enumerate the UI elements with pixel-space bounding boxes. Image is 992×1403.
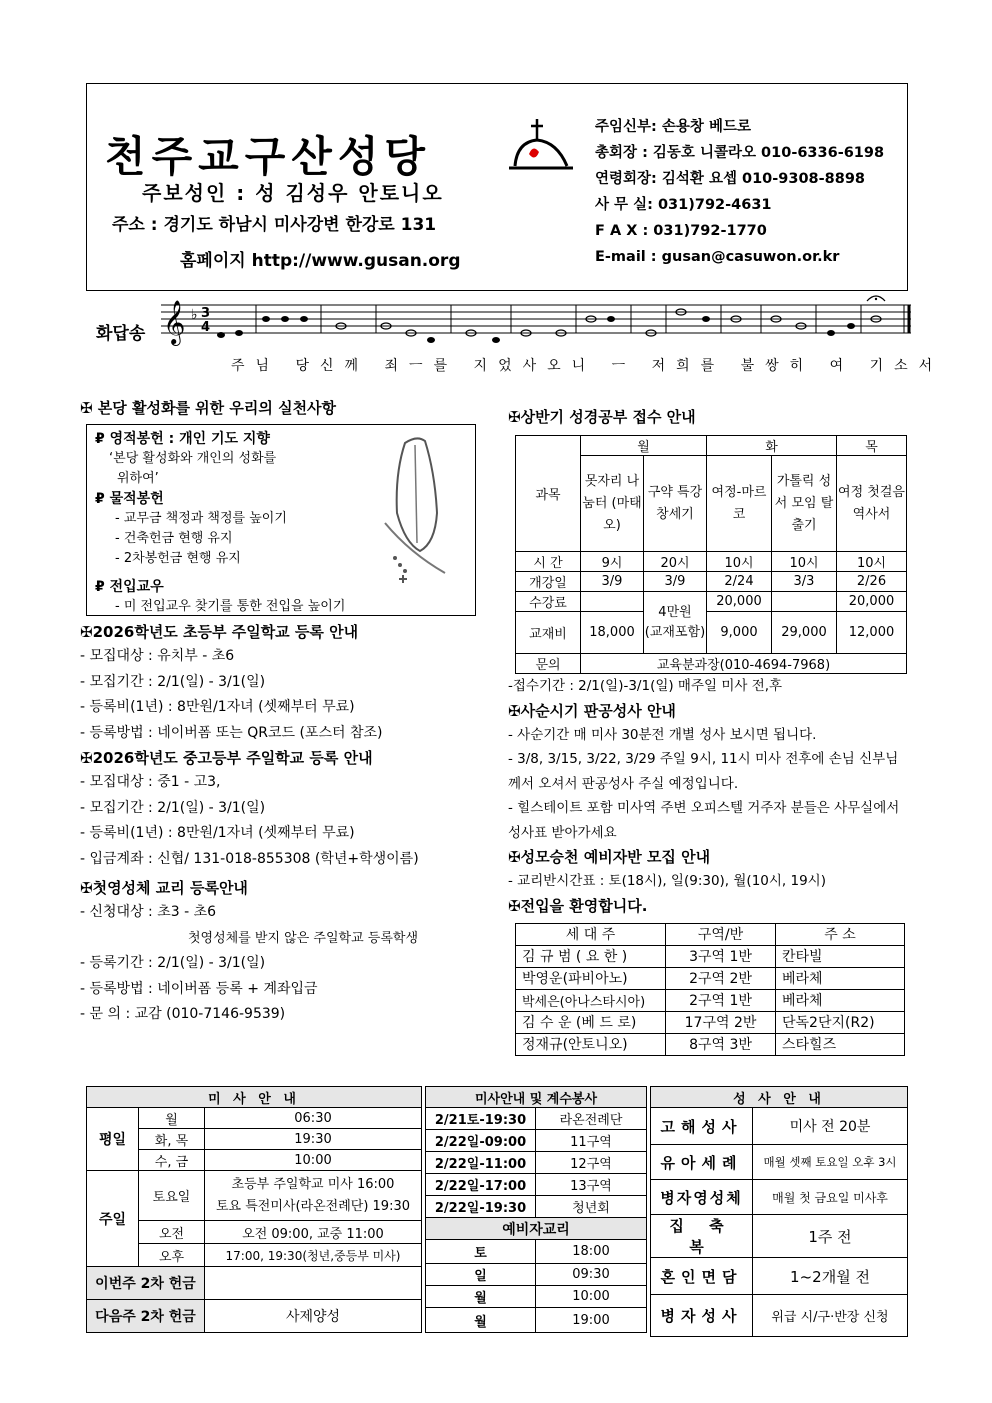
course-name: 가톨릭 성서 모임 탈출기 bbox=[772, 456, 837, 552]
practice-title-text: 본당 활성화를 위한 우리의 실천사항 bbox=[97, 399, 337, 417]
cell: 정재규(안토니오) bbox=[516, 1033, 666, 1055]
church-address: 주소 : 경기도 하남시 미사강변 한강로 131 bbox=[112, 215, 437, 235]
material-head: ₽ 물적봉헌 bbox=[95, 491, 164, 507]
afternoon-times: 17:00, 19:30(청년,중등부 미사) bbox=[205, 1244, 422, 1267]
afternoon-label: 오후 bbox=[139, 1244, 205, 1267]
service-group: 11구역 bbox=[536, 1130, 647, 1152]
catechism-day: 월 bbox=[426, 1308, 536, 1333]
cell: 베라체 bbox=[776, 967, 905, 989]
contact-office: 사 무 실: 031)792-4631 bbox=[595, 197, 772, 213]
contact-president: 총회장 : 김동호 니콜라오 010-6336-6198 bbox=[595, 145, 885, 161]
church-logo-icon bbox=[507, 114, 577, 174]
cell: 3/9 bbox=[644, 572, 707, 592]
bible-title: ✠상반기 성경공부 접수 안내 bbox=[508, 408, 696, 426]
contact-email[interactable]: E-mail : gusan@casuwon.or.kr bbox=[595, 249, 840, 265]
sacrament-name: 고해성사 bbox=[651, 1108, 753, 1145]
service-group: 라온전례단 bbox=[536, 1108, 647, 1130]
weekday-time: 06:30 bbox=[205, 1108, 422, 1129]
material-line-3: - 2차봉헌금 현행 유지 bbox=[115, 551, 241, 566]
contact-fax: F A X : 031)792-1770 bbox=[595, 223, 767, 239]
cell: 17구역 2반 bbox=[666, 1011, 776, 1033]
sacrament-name: 병자영성체 bbox=[651, 1180, 753, 1215]
cell: 박영운(파비아노) bbox=[516, 967, 666, 989]
cell: 3/3 bbox=[772, 572, 837, 592]
transfer-head-text: 전입교우 bbox=[109, 579, 164, 595]
sacrament-info: 1주 전 bbox=[753, 1215, 908, 1258]
bottom-section bbox=[86, 1086, 908, 1332]
catechism-time: 10:00 bbox=[536, 1286, 647, 1308]
saturday-label: 토요일 bbox=[139, 1171, 205, 1221]
row-label: 시 간 bbox=[516, 552, 581, 572]
subject-label: 과목 bbox=[516, 436, 581, 552]
service-date: 2/21토-19:30 bbox=[426, 1108, 536, 1130]
cell: 20시 bbox=[644, 552, 707, 572]
service-date: 2/22일-19:30 bbox=[426, 1196, 536, 1218]
church-title: 천주교구산성당 bbox=[105, 132, 432, 181]
service-group: 12구역 bbox=[536, 1152, 647, 1174]
catechism-time: 09:30 bbox=[536, 1264, 647, 1286]
elem-school-item: - 등록비(1년) : 8만원/1자녀 (셋째부터 무료) bbox=[80, 699, 355, 715]
sacrament-title: 성 사 안 내 bbox=[651, 1087, 908, 1108]
cell: 20,000 bbox=[837, 592, 907, 612]
header-cell: 세 대 주 bbox=[516, 923, 666, 945]
catechism-time: 18:00 bbox=[536, 1240, 647, 1264]
cell bbox=[581, 592, 644, 612]
lent-item: - 힐스테이트 포함 미사역 주변 오피스텔 거주자 분들은 사무실에서 성사표 받아가세요 bbox=[508, 800, 900, 841]
weekday-time: 10:00 bbox=[205, 1150, 422, 1171]
cell: 10시 bbox=[707, 552, 772, 572]
catechumen-title: ✠성모승천 예비자반 모집 안내 bbox=[508, 848, 711, 866]
service-date: 2/22일-17:00 bbox=[426, 1174, 536, 1196]
cell: 3구역 1반 bbox=[666, 945, 776, 967]
bible-row-contact bbox=[516, 654, 907, 674]
cell bbox=[772, 592, 837, 612]
lent-item: - 3/8, 3/15, 3/22, 3/29 주일 9시, 11시 미사 전후에 손님 신부님께서 오셔서 판공성사 주실 예정입니다. bbox=[508, 751, 899, 792]
second-collection-next: 사제양성 bbox=[205, 1300, 422, 1333]
weekday-time: 19:30 bbox=[205, 1129, 422, 1150]
psalm-response bbox=[86, 295, 944, 380]
elem-school-item: - 모집대상 : 유치부 - 초6 bbox=[80, 648, 235, 664]
catechism-time: 19:00 bbox=[536, 1308, 647, 1333]
material-line-1: - 교무금 책정과 책정를 높이기 bbox=[115, 511, 287, 526]
course-name: 구약 특강 창세기 bbox=[644, 456, 707, 552]
row-label: 수강료 bbox=[516, 592, 581, 612]
catechism-title: 예비자교리 bbox=[426, 1218, 647, 1240]
weekday-label: 평일 bbox=[87, 1108, 139, 1171]
table-row bbox=[516, 967, 905, 989]
bulletin-header bbox=[86, 83, 908, 291]
cell: 교육분과장(010-4694-7968) bbox=[581, 654, 907, 674]
cell: 박세은(아나스타시아) bbox=[516, 989, 666, 1011]
saturday-line: 초등부 주일학교 미사 16:00 bbox=[231, 1176, 395, 1192]
service-table bbox=[425, 1086, 647, 1333]
contact-list bbox=[595, 114, 884, 270]
bible-row-book bbox=[516, 612, 907, 654]
service-group: 13구역 bbox=[536, 1174, 647, 1196]
service-title: 미사안내 및 계수봉사 bbox=[426, 1087, 647, 1108]
cell: 12,000 bbox=[837, 612, 907, 654]
sacrament-name: 혼인면담 bbox=[651, 1258, 753, 1295]
table-row bbox=[516, 1033, 905, 1055]
practice-box bbox=[86, 424, 476, 616]
contact-funeral: 연령회장: 김석환 요셉 010-9308-8898 bbox=[595, 171, 866, 187]
right-column bbox=[508, 405, 908, 1056]
row-label: 교재비 bbox=[516, 612, 581, 654]
sacrament-name: 집 축 복 bbox=[651, 1215, 753, 1258]
sunday-label: 주일 bbox=[87, 1171, 139, 1267]
service-group: 청년회 bbox=[536, 1196, 647, 1218]
course-name: 못자리 나눔터 (마태오) bbox=[581, 456, 644, 552]
second-collection-this-label: 이번주 2차 헌금 bbox=[87, 1267, 205, 1300]
sacrament-name: 병자성사 bbox=[651, 1295, 753, 1337]
mid-school-item: - 모집기간 : 2/1(일) - 3/1(일) bbox=[80, 799, 266, 816]
cell: 10시 bbox=[837, 552, 907, 572]
table-row bbox=[516, 989, 905, 1011]
bible-row-start bbox=[516, 572, 907, 592]
mid-school-title-text: 2026학년도 중고등부 주일학교 등록 안내 bbox=[92, 749, 373, 767]
psalm-lyrics: 주님 당신께 죄ㅡ를 지었사오니 ㅡ 저희를 불쌍히 여 기소서 bbox=[231, 358, 944, 374]
music-staff bbox=[161, 295, 916, 355]
header-cell: 주 소 bbox=[776, 923, 905, 945]
members-header bbox=[516, 923, 905, 945]
fee-mid-cell bbox=[644, 592, 707, 654]
mass-table bbox=[86, 1086, 422, 1333]
row-label: 문의 bbox=[516, 654, 581, 674]
cell: 20,000 bbox=[707, 592, 772, 612]
svg-text:♭: ♭ bbox=[191, 307, 198, 323]
elem-school-item: - 모집기간 : 2/1(일) - 3/1(일) bbox=[80, 673, 266, 690]
communion-item: - 등록기간 : 2/1(일) - 3/1(일) bbox=[80, 955, 266, 971]
cell: 스타힐즈 bbox=[776, 1033, 905, 1055]
cell: 18,000 bbox=[581, 612, 644, 654]
service-date: 2/22일-09:00 bbox=[426, 1130, 536, 1152]
cell: 김 규 범 ( 요 한 ) bbox=[516, 945, 666, 967]
service-date: 2/22일-11:00 bbox=[426, 1152, 536, 1174]
material-line-2: - 건축헌금 현행 유지 bbox=[115, 531, 233, 546]
catechism-day: 월 bbox=[426, 1286, 536, 1308]
weekday-day: 화, 목 bbox=[139, 1129, 205, 1150]
welcome-title: ✠전입을 환영합니다. bbox=[508, 896, 648, 915]
morning-label: 오전 bbox=[139, 1221, 205, 1244]
bible-row-fee bbox=[516, 592, 907, 612]
course-name: 여정 첫걸음 역사서 bbox=[837, 456, 907, 552]
communion-title: ✠첫영성체 교리 등록안내 bbox=[80, 879, 248, 897]
spiritual-head: ₽ 영적봉헌 : 개인 기도 지향 bbox=[95, 431, 270, 447]
lent-title: ✠사순시기 판공성사 안내 bbox=[508, 701, 676, 720]
day-thu: 목 bbox=[837, 436, 907, 456]
sacrament-info: 위급 시/구·반장 신청 bbox=[753, 1295, 908, 1337]
weekday-day: 수, 금 bbox=[139, 1150, 205, 1171]
sacrament-info: 미사 전 20분 bbox=[753, 1108, 908, 1145]
cell: 2구역 1반 bbox=[666, 989, 776, 1011]
cell: 베라체 bbox=[776, 989, 905, 1011]
material-head-text: 물적봉헌 bbox=[109, 491, 164, 507]
lent-title-text: 사순시기 판공성사 안내 bbox=[520, 701, 676, 720]
elem-school-title: ✠2026학년도 초등부 주일학교 등록 안내 bbox=[80, 623, 359, 641]
cell: 2구역 2반 bbox=[666, 967, 776, 989]
elem-school-title-text: 2026학년도 초등부 주일학교 등록 안내 bbox=[92, 623, 359, 641]
catechism-day: 일 bbox=[426, 1264, 536, 1286]
second-collection-next-label: 다음주 2차 헌금 bbox=[87, 1300, 205, 1333]
sacrament-info: 1~2개월 전 bbox=[753, 1258, 908, 1295]
praying-hands-icon bbox=[365, 433, 465, 583]
fee-mid: 4만원 bbox=[658, 604, 692, 620]
bible-table bbox=[515, 435, 907, 674]
spiritual-line-2: 위하여’ bbox=[117, 471, 159, 486]
communion-item: - 등록방법 : 네이버폼 등록 + 계좌입금 bbox=[80, 980, 318, 997]
cell: 10시 bbox=[772, 552, 837, 572]
weekday-day: 월 bbox=[139, 1108, 205, 1129]
cell: 단독2단지(R2) bbox=[776, 1011, 905, 1033]
communion-item: - 신청대상 : 초3 - 초6 bbox=[80, 904, 217, 920]
elem-school-item: - 등록방법 : 네이버폼 또는 QR코드 (포스터 참조) bbox=[80, 724, 383, 741]
day-tue: 화 bbox=[707, 436, 837, 456]
cell: 8구역 3반 bbox=[666, 1033, 776, 1055]
sacrament-info: 매월 셋째 토요일 오후 3시 bbox=[753, 1145, 908, 1180]
mid-school-item: - 입금계좌 : 신협/ 131-018-855308 (학년+학생이름) bbox=[80, 850, 419, 867]
mid-school-item: - 모집대상 : 중1 - 고3, bbox=[80, 774, 221, 790]
row-label: 개강일 bbox=[516, 572, 581, 592]
psalm-label: 화답송 bbox=[96, 324, 146, 344]
cell: 2/26 bbox=[837, 572, 907, 592]
left-column bbox=[80, 396, 490, 1028]
spiritual-head-text: 영적봉헌 : 개인 기도 지향 bbox=[109, 431, 270, 447]
cell: 칸타빌 bbox=[776, 945, 905, 967]
transfer-line: - 미 전입교우 찾기를 통한 전입을 높이기 bbox=[115, 599, 346, 614]
svg-text:4: 4 bbox=[201, 320, 211, 335]
course-name: 여정-마르코 bbox=[707, 456, 772, 552]
cell: 29,000 bbox=[772, 612, 837, 654]
bible-note: -접수기간 : 2/1(일)-3/1(일) 매주일 미사 전,후 bbox=[508, 678, 783, 694]
fee-mid-note: (교재포함) bbox=[644, 624, 706, 640]
catechism-day: 토 bbox=[426, 1240, 536, 1264]
welcome-title-text: 전입을 환영합니다. bbox=[520, 896, 648, 915]
practice-title: ✠ 본당 활성화를 위한 우리의 실천사항 bbox=[80, 399, 337, 417]
sacrament-info: 매월 첫 금요일 미사후 bbox=[753, 1180, 908, 1215]
transfer-head: ₽ 전입교우 bbox=[95, 579, 164, 595]
table-row bbox=[516, 945, 905, 967]
header-cell: 구역/반 bbox=[666, 923, 776, 945]
catechumen-title-text: 성모승천 예비자반 모집 안내 bbox=[520, 848, 711, 866]
catechumen-item: - 교리반시간표 : 토(18시), 일(9:30), 월(10시, 19시) bbox=[508, 873, 826, 889]
communion-title-text: 첫영성체 교리 등록안내 bbox=[92, 879, 248, 897]
communion-item: 첫영성체를 받지 않은 주일학교 등록학생 bbox=[188, 930, 419, 946]
table-row bbox=[516, 1011, 905, 1033]
cell: 9,000 bbox=[707, 612, 772, 654]
patron-saint: 주보성인 : 성 김성우 안토니오 bbox=[142, 181, 444, 205]
homepage-link[interactable]: 홈페이지 http://www.gusan.org bbox=[180, 251, 461, 271]
bible-row-time bbox=[516, 552, 907, 572]
svg-text:3: 3 bbox=[201, 306, 211, 321]
mid-school-title: ✠2026학년도 중고등부 주일학교 등록 안내 bbox=[80, 749, 373, 767]
cell: 2/24 bbox=[707, 572, 772, 592]
spiritual-line-1: ‘본당 활성화와 개인의 성화를 bbox=[109, 451, 277, 466]
bible-title-text: 상반기 성경공부 접수 안내 bbox=[520, 408, 696, 426]
members-table bbox=[515, 923, 905, 1056]
lent-item: - 사순기간 매 미사 30분전 개별 성사 보시면 됩니다. bbox=[508, 726, 817, 743]
saturday-times bbox=[205, 1171, 422, 1221]
cell: 김 수 운 (베 드 로) bbox=[516, 1011, 666, 1033]
cell: 9시 bbox=[581, 552, 644, 572]
morning-times: 오전 09:00, 교중 11:00 bbox=[205, 1221, 422, 1244]
communion-item: - 문 의 : 교감 (010-7146-9539) bbox=[80, 1006, 286, 1022]
svg-text:𝄞: 𝄞 bbox=[163, 300, 186, 344]
mass-title: 미 사 안 내 bbox=[87, 1087, 422, 1108]
cell: 3/9 bbox=[581, 572, 644, 592]
day-mon: 월 bbox=[581, 436, 707, 456]
second-collection-this bbox=[205, 1267, 422, 1300]
contact-priest: 주임신부: 손용창 베드로 bbox=[595, 119, 751, 135]
saturday-line: 토요 특전미사(라온전례단) 19:30 bbox=[215, 1198, 410, 1214]
mid-school-item: - 등록비(1년) : 8만원/1자녀 (셋째부터 무료) bbox=[80, 825, 355, 841]
sacrament-name: 유아세례 bbox=[651, 1145, 753, 1180]
sacrament-table bbox=[650, 1086, 908, 1337]
